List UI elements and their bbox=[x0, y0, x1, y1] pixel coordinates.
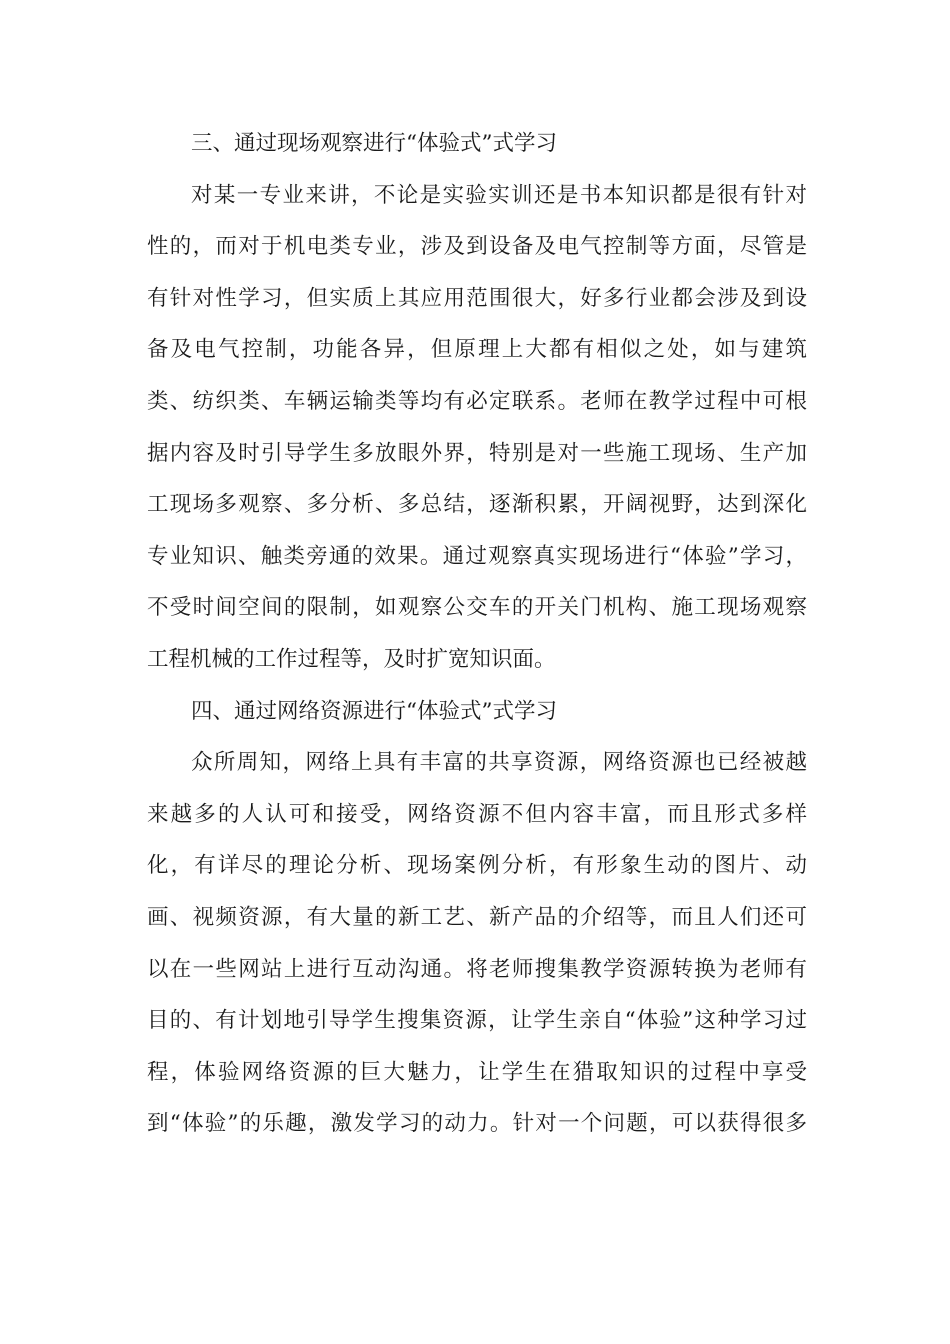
paragraph-line: 性的，而对于机电类专业，涉及到设备及电气控制等方面，尽管是 bbox=[147, 234, 807, 260]
paragraph-line: 工程机械的工作过程等，及时扩宽知识面。 bbox=[147, 646, 556, 672]
paragraph-line: 众所周知，网络上具有丰富的共享资源，网络资源也已经被越 bbox=[191, 750, 807, 776]
paragraph-line: 以在一些网站上进行互动沟通。将老师搜集教学资源转换为老师有 bbox=[147, 956, 807, 982]
paragraph-line: 目的、有计划地引导学生搜集资源，让学生亲自“体验”这种学习过 bbox=[147, 1008, 807, 1034]
paragraph-line: 到“体验”的乐趣，激发学习的动力。针对一个问题，可以获得很多 bbox=[147, 1111, 807, 1137]
paragraph-line: 对某一专业来讲，不论是实验实训还是书本知识都是很有针对 bbox=[191, 182, 807, 208]
paragraph-line: 程，体验网络资源的巨大魅力，让学生在猎取知识的过程中享受 bbox=[147, 1059, 807, 1085]
paragraph-line: 据内容及时引导学生多放眼外界，特别是对一些施工现场、生产加 bbox=[147, 440, 807, 466]
paragraph-line: 不受时间空间的限制，如观察公交车的开关门机构、施工现场观察 bbox=[147, 595, 807, 621]
paragraph-line: 专业知识、触类旁通的效果。通过观察真实现场进行“体验”学习， bbox=[147, 543, 807, 569]
paragraph-line: 画、视频资源，有大量的新工艺、新产品的介绍等，而且人们还可 bbox=[147, 904, 807, 930]
paragraph-line: 类、纺织类、车辆运输类等均有必定联系。老师在教学过程中可根 bbox=[147, 388, 807, 414]
section-heading-4: 四、通过网络资源进行“体验式”式学习 bbox=[191, 698, 557, 724]
paragraph-line: 备及电气控制，功能各异，但原理上大都有相似之处，如与建筑 bbox=[147, 337, 807, 363]
paragraph-line: 来越多的人认可和接受，网络资源不但内容丰富，而且形式多样 bbox=[147, 801, 807, 827]
document-body bbox=[147, 118, 807, 1150]
paragraph-line: 工现场多观察、多分析、多总结，逐渐积累，开阔视野，达到深化 bbox=[147, 492, 807, 518]
section-heading-3: 三、通过现场观察进行“体验式”式学习 bbox=[191, 131, 557, 156]
paragraph-line: 有针对性学习，但实质上其应用范围很大，好多行业都会涉及到设 bbox=[147, 285, 807, 311]
paragraph-line: 化，有详尽的理论分析、现场案例分析，有形象生动的图片、动 bbox=[147, 853, 807, 879]
